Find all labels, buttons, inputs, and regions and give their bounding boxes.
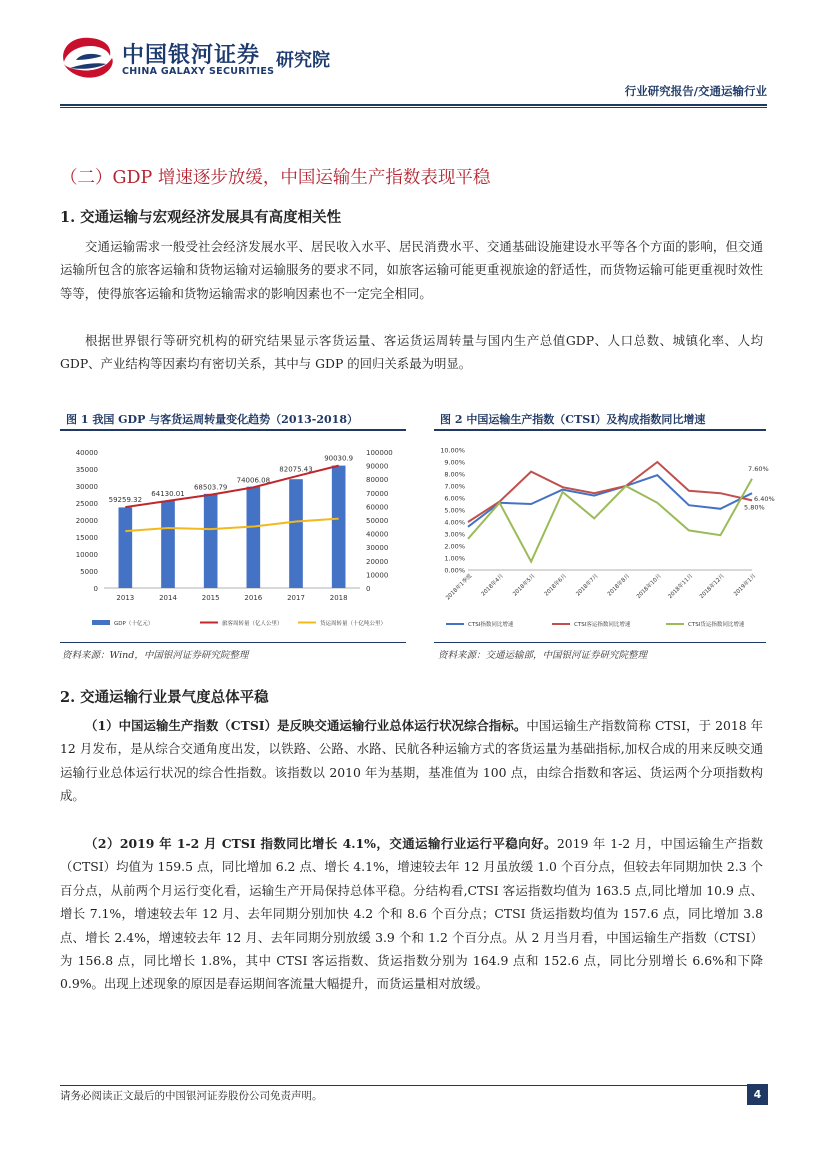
x-tick-label: 2018年8月 [606, 573, 632, 598]
passenger-data-label: 59259.32 [108, 496, 143, 505]
paragraph-text: 根据世界银行等研究机构的研究结果显示客货运量、客运货运周转量与国内生产总值GDP、人口总数、城镇化率、人均 GDP、产业结构等因素均有密切关系，其中与 GDP 的回归关系最为明显。 [60, 333, 763, 372]
y-right-tick-label: 30000 [366, 544, 389, 553]
y-right-tick-label: 40000 [366, 530, 389, 539]
y-right-tick-label: 70000 [366, 489, 389, 498]
subsection-1-title: 1. 交通运输与宏观经济发展具有高度相关性 [60, 209, 342, 226]
y-left-tick-label: 15000 [75, 534, 98, 542]
legend-label: 货运周转量（十亿吨公里） [320, 621, 387, 627]
legend-label: GDP（十亿元） [114, 621, 154, 627]
end-data-label: 7.60% [748, 464, 769, 473]
y-left-tick-label: 20000 [75, 517, 98, 525]
y-tick-label: 5.00% [444, 506, 465, 515]
section-title: （二）GDP 增速逐步放缓，中国运输生产指数表现平稳 [60, 168, 491, 188]
header-rule-thin [60, 107, 767, 108]
y-left-tick-label: 25000 [75, 500, 98, 508]
y-tick-label: 7.00% [444, 482, 465, 491]
y-left-tick-label: 30000 [75, 483, 98, 491]
y-tick-label: 10.00% [440, 446, 465, 455]
y-tick-label: 9.00% [444, 458, 465, 467]
gdp-bar [332, 466, 346, 588]
y-left-tick-label: 35000 [75, 466, 98, 474]
figure-1-chart [60, 438, 412, 638]
legend-label: CTSI客运指数同比增速 [574, 622, 631, 628]
subsection-2-paragraph-2 [60, 832, 763, 996]
logo-cn-text: 中国银河证券 [122, 43, 261, 68]
subsection-1-paragraph-1 [60, 235, 763, 305]
y-left-tick-label: 40000 [75, 449, 98, 457]
passenger-data-label: 82075.43 [279, 465, 313, 474]
x-tick-label: 2014 [159, 594, 177, 602]
footer-rule [60, 1085, 767, 1086]
y-left-tick-label: 10000 [75, 551, 98, 559]
y-right-tick-label: 60000 [366, 503, 389, 512]
paragraph-lead: （2）2019 年 1-2 月 CTSI 指数同比增长 4.1%，交通运输行业运行平稳向好。 [85, 836, 557, 851]
gdp-bar [289, 479, 303, 588]
x-tick-label: 2018年4月 [480, 573, 505, 598]
passenger-data-label: 64130.01 [151, 489, 185, 498]
end-data-label: 5.80% [744, 503, 765, 512]
legend-label: 旅客周转量（亿人公里） [222, 621, 283, 627]
figure-2-rule [434, 429, 766, 431]
x-tick-label: 2017 [287, 594, 305, 602]
end-data-label: 6.40% [754, 495, 775, 504]
y-left-tick-label: 5000 [80, 568, 98, 576]
x-tick-label: 2018年5月 [512, 573, 537, 598]
page-number: 4 [747, 1084, 768, 1105]
x-tick-label: 2018年12月 [698, 573, 726, 601]
figure-2-title: 图 2 中国运输生产指数（CTSI）及构成指数同比增速 [440, 413, 706, 426]
gdp-bar [161, 501, 175, 588]
figure-2-bottom-rule [434, 642, 766, 643]
gdp-bar [119, 507, 133, 588]
gdp-bar [204, 494, 218, 588]
company-logo-icon [56, 34, 118, 84]
legend-label: CTSI指数同比增速 [468, 622, 514, 628]
y-right-tick-label: 80000 [366, 476, 389, 485]
header-rule [60, 104, 767, 106]
legend-label: CTSI货运指数同比增速 [688, 622, 745, 628]
x-tick-label: 2013 [116, 594, 135, 602]
passenger-data-label: 68503.79 [193, 483, 228, 492]
x-tick-label: 2018年7月 [575, 573, 600, 598]
y-right-tick-label: 10000 [366, 571, 389, 580]
gdp-bar [247, 487, 261, 588]
x-tick-label: 2016 [244, 594, 263, 602]
logo-en-text: CHINA GALAXY SECURITIES [122, 66, 275, 77]
paragraph-text: 中国运输生产指数简称 CTSI，于 2018 年 12 月发布，是从综合交通角度出发，以铁路、公路、水路、民航各种运输方式的客货运量为基础指标,加权合成的用来反映交通运输行业总体运行状况的综合性指数。该指数以 2010 年为基期，基准值为 100 点，由综合指数和客运、货运两个分项指数构成。 [60, 718, 763, 804]
figure-1-rule [60, 429, 406, 431]
paragraph-text: 2019 年 1-2 月，中国运输生产指数（CTSI）均值为 159.5 点，同比增加 6.2 点、增长 4.1%，增速较去年 12 月虽放缓 1.0 个百分点，但较去年同期加快 2.3 个百分点，从前两个月运行变化看，运输生产开局保持总体平稳。分结构看,CTSI 客运指数均值为 163.5 点,同比增加 10.9 点、增长 7.1%，增速较去年 12 月、去年同期分别加快 4.2 个和 8.6 个百分点；CTSI 货运指数均值为 157.6 点，同比增加 3.8 点、增长 2.4%，增速较去年 12 月、去年同期分别放缓 3.9 个和 1.2 个百分点。从 2 月当月看，中国运输生产指数（CTSI）为 156.8 点，同比增长 1.8%，其中 CTSI 客运指数、货运指数分别为 164.9 点和 152.6 点，同比分别增长 6.6%和下降 0.9%。出现上述现象的原因是春运期间客流量大幅提升，而货运量相对放缓。 [60, 836, 764, 992]
y-tick-label: 3.00% [444, 530, 465, 539]
y-right-tick-label: 0 [366, 585, 371, 593]
x-tick-label: 2018 [329, 594, 348, 602]
paragraph-lead: （1）中国运输生产指数（CTSI）是反映交通运输行业总体运行状况综合指标。 [85, 718, 527, 733]
paragraph-text: 交通运输需求一般受社会经济发展水平、居民收入水平、居民消费水平、交通基础设施建设水平等各个方面的影响，但交通运输所包含的旅客运输和货物运输对运输服务的要求不同，如旅客运输可能更重视旅途的舒适性，而货物运输可能更重视时效性等等，使得旅客运输和货物运输需求的影响因素也不一定完全相同。 [60, 239, 763, 301]
subsection-2-title: 2. 交通运输行业景气度总体平稳 [60, 689, 269, 706]
y-left-tick-label: 0 [93, 585, 98, 593]
y-right-tick-label: 100000 [366, 449, 393, 457]
y-tick-label: 0.00% [444, 566, 465, 575]
x-tick-label: 2018年10月 [635, 573, 663, 601]
y-tick-label: 4.00% [444, 518, 465, 527]
passenger-data-label: 74006.08 [236, 476, 271, 485]
y-tick-label: 2.00% [444, 542, 465, 551]
figure-2-chart [434, 438, 775, 638]
x-tick-label: 2018年6月 [543, 573, 569, 598]
figure-1-source: 资料来源：Wind，中国银河证券研究院整理 [62, 650, 249, 661]
x-tick-label: 2018年11月 [667, 573, 695, 601]
y-tick-label: 6.00% [444, 494, 465, 503]
figure-1-bottom-rule [60, 642, 406, 643]
passenger-data-label: 90030.9 [324, 454, 354, 463]
ctsi-passenger-line [468, 462, 752, 522]
institute-name: 研究院 [276, 50, 330, 71]
footer-disclaimer: 请务必阅读正文最后的中国银河证券股份公司免责声明。 [60, 1090, 323, 1102]
y-right-tick-label: 20000 [366, 557, 389, 566]
y-right-tick-label: 50000 [366, 517, 389, 525]
x-tick-label: 2019年1月 [733, 573, 758, 598]
y-tick-label: 8.00% [444, 470, 465, 479]
subsection-1-paragraph-2 [60, 329, 763, 376]
y-tick-label: 1.00% [444, 554, 465, 563]
figure-2-source: 资料来源：交通运输部，中国银河证券研究院整理 [438, 650, 648, 661]
legend-swatch [92, 620, 110, 625]
x-tick-label: 2015 [201, 594, 220, 602]
subsection-2-paragraph-1 [60, 714, 763, 808]
freight-turnover-line [125, 519, 338, 532]
y-right-tick-label: 90000 [366, 462, 389, 471]
x-tick-label: 2018年1季度 [445, 573, 474, 602]
figure-1-title: 图 1 我国 GDP 与客货运周转量变化趋势（2013-2018） [66, 413, 358, 426]
report-type: 行业研究报告/交通运输行业 [624, 84, 767, 98]
